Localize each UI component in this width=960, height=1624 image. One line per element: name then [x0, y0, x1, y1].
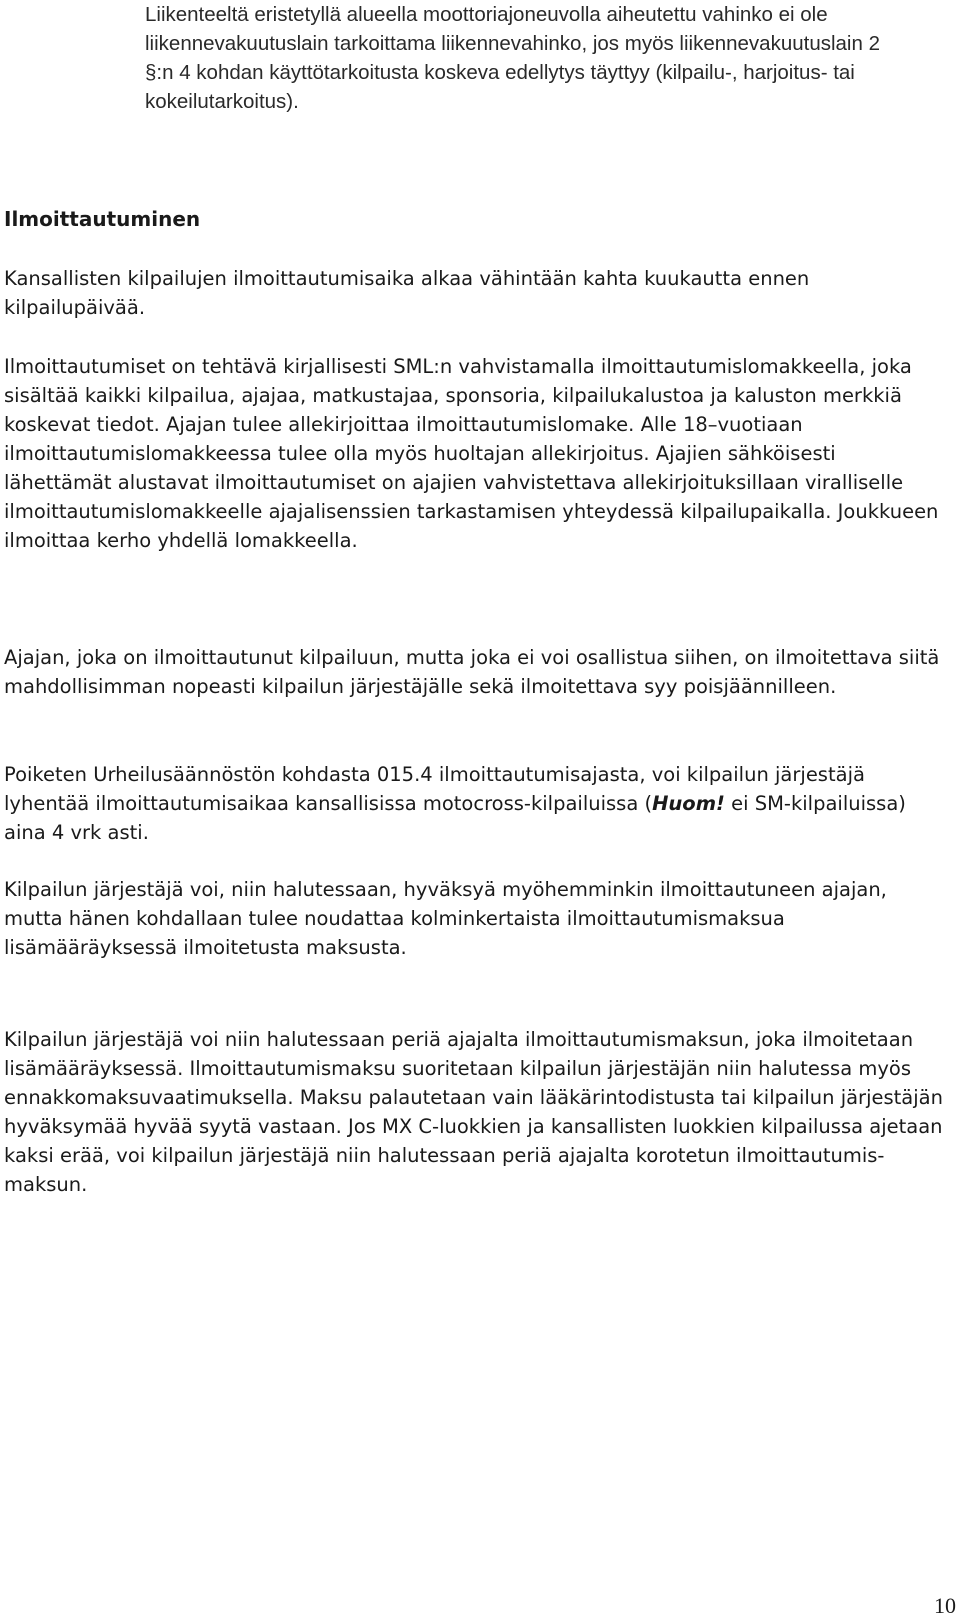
paragraph-late-registration: Kilpailun järjestäjä voi, niin halutessaan, hyväksyä myöhemminkin ilmoittautuneen ajajan, mutta hänen kohdallaan tulee noudattaa kolminkertaista ilmoittautumismaksua lisämääräyksessä ilmoitetusta maksusta.	[4, 878, 887, 959]
section-heading: Ilmoittautuminen	[4, 207, 201, 231]
paragraph-shortened-period-text-start: Poiketen Urheilusäännöstön kohdasta 015.4 ilmoittautumisajasta, voi kilpailun järjestäjä lyhentää ilmoittautumisaikaa kansallisissa motocross-kilpailuissa (	[4, 763, 865, 815]
paragraph-shortened-period-text-end: ei SM-kilpailuissa) aina 4 vrk asti.	[4, 792, 906, 844]
page-number: 10	[934, 1593, 956, 1618]
paragraph-withdrawal: Ajajan, joka on ilmoittautunut kilpailuun, mutta joka ei voi osallistua siihen, on ilmoitettava siitä mahdollisimman nopeasti kilpailun järjestäjälle sekä ilmoitettava syy poisjäännilleen.	[4, 646, 940, 698]
paragraph-registration-forms: Ilmoittautumiset on tehtävä kirjallisesti SML:n vahvistamalla ilmoittautumislomakkeella, joka sisältää kaikki kilpailua, ajajaa, matkustajaa, sponsoria, kilpailukalustoa ja kaluston merkkiä koskevat tiedot. Ajajan tulee allekirjoittaa ilmoittautumislomake. Alle 18–vuotiaan ilmoittautumislomakkeessa tulee olla myös huoltajan allekirjoitus. Ajajien sähköisesti lähettämät alustavat ilmoittautumiset on ajajien vahvistettava allekirjoituksillaan viralliselle ilmoittautumislomakkeelle ajajalisenssien tarkastamisen yhteydessä kilpailupaikalla. Joukkueen ilmoittaa kerho yhdellä lomakkeella.	[4, 355, 939, 552]
note-emphasis: Huom!	[652, 792, 725, 815]
paragraph-registration-period: Kansallisten kilpailujen ilmoittautumisaika alkaa vähintään kahta kuukautta ennen kilpailupäivää.	[4, 267, 810, 319]
paragraph-shortened-period	[4, 760, 944, 847]
intro-paragraph: Liikenteeltä eristetyllä alueella moottoriajoneuvolla aiheutettu vahinko ei ole liikennevakuutuslain tarkoittama liikennevahinko, jos myös liikennevakuutuslain 2 §:n 4 kohdan käyttötarkoitusta koskeva edellytys täyttyy (kilpailu-, harjoitus- tai kokeilutarkoitus).	[145, 3, 880, 113]
paragraph-registration-fee: Kilpailun järjestäjä voi niin halutessaan periä ajajalta ilmoittautumismaksun, joka ilmoitetaan lisämääräyksessä. Ilmoittautumismaksu suoritetaan kilpailun järjestäjän niin halutessa myös ennakkomaksuvaatimuksella. Maksu palautetaan vain lääkärintodistusta tai kilpailun järjestäjän hyväksymää hyvää syytä vastaan. Jos MX C-luokkien ja kansallisten luokkien kilpailussa ajetaan kaksi erää, voi kilpailun järjestäjä niin halutessaan periä ajajalta korotetun ilmoittautumis-maksun.	[4, 1028, 943, 1196]
